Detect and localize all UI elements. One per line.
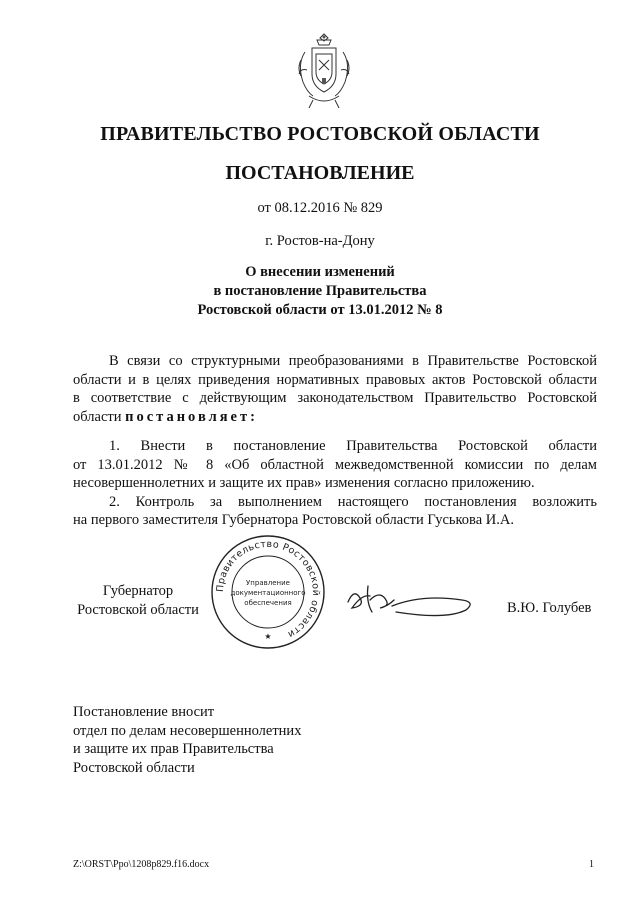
item-line: 2. Контроль за выполнением настоящего постановления возложить [109, 493, 597, 510]
submitter-line: отдел по делам несовершеннолетних [73, 722, 302, 739]
role-line: Ростовской области [77, 601, 199, 618]
subject-line: в постановление Правительства [213, 283, 427, 299]
footer-page-number: 1 [589, 859, 594, 870]
signatory-role [73, 582, 203, 619]
item-line: несовершеннолетних и защите их прав» изменения согласно приложению. [73, 475, 535, 491]
item-line: 1. Внести в постановление Правительства Ростовской области [109, 438, 597, 454]
stamp-ring-text: Правительство Ростовской области [214, 538, 322, 640]
handwritten-signature [340, 580, 480, 620]
decree-items [73, 437, 597, 530]
government-name: ПРАВИТЕЛЬСТВО РОСТОВСКОЙ ОБЛАСТИ [100, 123, 540, 145]
preamble-line: в соответствие с действующим законодательством Правительство Ростовской [73, 390, 597, 406]
stamp-inner-line: Управление [246, 579, 290, 587]
coat-of-arms-emblem [293, 30, 355, 110]
item-line: от 13.01.2012 № 8 «Об областной межведомственной комиссии по делам [73, 456, 597, 473]
subject-line: Ростовской области от 13.01.2012 № 8 [197, 302, 443, 318]
preamble-line: В связи со структурными преобразованиями в Правительстве Ростовской [109, 353, 597, 369]
subject-line: О внесении изменений [245, 264, 395, 280]
submitter-line: Постановление вносит [73, 704, 215, 720]
stamp-inner-line: обеспечения [244, 599, 292, 607]
signatory-name: В.Ю. Голубев [507, 600, 592, 616]
submitter-note [73, 703, 393, 777]
item-line: на первого заместителя Губернатора Ростовской области Гуськова И.А. [73, 512, 514, 528]
preamble-paragraph [73, 352, 597, 426]
decree-date-number: от 08.12.2016 № 829 [257, 200, 383, 216]
role-line: Губернатор [102, 583, 174, 599]
document-type: ПОСТАНОВЛЕНИЕ [225, 162, 415, 184]
preamble-line: области и в целях приведения нормативных правовых актов Ростовской области [73, 371, 597, 388]
decree-city: г. Ростов-на-Дону [265, 233, 375, 249]
footer-file-path: Z:\ORST\Ppo\1208p829.f16.docx [73, 859, 210, 870]
preamble-line [73, 408, 597, 427]
stamp-star-icon: ★ [264, 632, 272, 641]
official-stamp [208, 532, 328, 652]
submitter-line: Ростовской области [73, 759, 195, 776]
submitter-line: и защите их прав Правительства [73, 741, 274, 757]
decree-subject [0, 263, 640, 320]
decree-word: постановляет: [125, 408, 258, 425]
preamble-line-prefix: области [73, 408, 126, 425]
stamp-inner-line: документационного [230, 589, 306, 597]
